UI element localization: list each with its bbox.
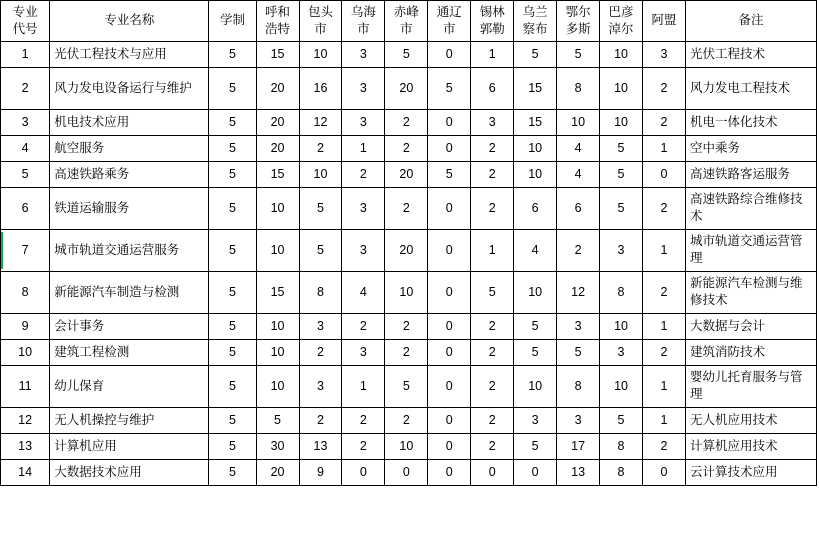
cell-hohhot: 10 (256, 339, 299, 365)
cell-eerduosi: 8 (557, 365, 600, 407)
header-cell-wuhai: 乌海 市 (342, 1, 385, 42)
cell-chifeng: 10 (385, 433, 428, 459)
cell-tongliao: 0 (428, 365, 471, 407)
table-row (1, 135, 817, 161)
cell-major-code: 3 (1, 109, 50, 135)
cell-remarks: 计算机应用技术 (685, 433, 816, 459)
cell-chifeng: 20 (385, 67, 428, 109)
cell-chifeng: 0 (385, 459, 428, 485)
cell-bayannaoer: 10 (600, 67, 643, 109)
cell-eerduosi: 10 (557, 109, 600, 135)
cell-bayannaoer: 8 (600, 271, 643, 313)
cell-remarks: 光伏工程技术 (685, 41, 816, 67)
cell-wuhai: 2 (342, 313, 385, 339)
cell-major-name: 机电技术应用 (50, 109, 209, 135)
cell-program-length: 5 (209, 41, 256, 67)
header-cell-bayannaoer: 巴彦 淖尔 (600, 1, 643, 42)
cell-chifeng: 2 (385, 313, 428, 339)
cell-wuhai: 3 (342, 109, 385, 135)
header-cell-remarks: 备注 (685, 1, 816, 42)
cell-chifeng: 2 (385, 135, 428, 161)
cell-alashan: 2 (643, 339, 686, 365)
cell-tongliao: 5 (428, 161, 471, 187)
cell-eerduosi: 8 (557, 67, 600, 109)
header-cell-hohhot: 呼和 浩特 (256, 1, 299, 42)
cell-major-code: 1 (1, 41, 50, 67)
table-row (1, 271, 817, 313)
cell-major-code: 8 (1, 271, 50, 313)
cell-remarks: 风力发电工程技术 (685, 67, 816, 109)
cell-hohhot: 20 (256, 67, 299, 109)
cell-alashan: 2 (643, 109, 686, 135)
cell-xilinguole: 2 (471, 187, 514, 229)
cell-bayannaoer: 8 (600, 459, 643, 485)
cell-program-length: 5 (209, 161, 256, 187)
cell-wuhai: 3 (342, 187, 385, 229)
cell-hohhot: 5 (256, 407, 299, 433)
cell-alashan: 1 (643, 135, 686, 161)
header-cell-major-name: 专业名称 (50, 1, 209, 42)
cell-major-name: 无人机操控与维护 (50, 407, 209, 433)
cell-chifeng: 20 (385, 161, 428, 187)
cell-program-length: 5 (209, 135, 256, 161)
cell-remarks: 婴幼儿托育服务与管理 (685, 365, 816, 407)
cell-xilinguole: 2 (471, 313, 514, 339)
cell-baotou: 2 (299, 135, 342, 161)
cell-tongliao: 5 (428, 67, 471, 109)
table-row (1, 407, 817, 433)
cell-hohhot: 15 (256, 41, 299, 67)
cell-major-code: 4 (1, 135, 50, 161)
cell-program-length: 5 (209, 313, 256, 339)
cell-xilinguole: 1 (471, 41, 514, 67)
cell-wulanchabu: 3 (514, 407, 557, 433)
cell-wuhai: 3 (342, 339, 385, 365)
cell-hohhot: 20 (256, 135, 299, 161)
cell-xilinguole: 2 (471, 365, 514, 407)
cell-eerduosi: 4 (557, 135, 600, 161)
cell-xilinguole: 2 (471, 161, 514, 187)
header-cell-tongliao: 通辽 市 (428, 1, 471, 42)
cell-baotou: 10 (299, 161, 342, 187)
cell-chifeng: 20 (385, 229, 428, 271)
cell-tongliao: 0 (428, 313, 471, 339)
cell-eerduosi: 13 (557, 459, 600, 485)
cell-major-code: 13 (1, 433, 50, 459)
cell-program-length: 5 (209, 339, 256, 365)
cell-eerduosi: 5 (557, 339, 600, 365)
cell-eerduosi: 17 (557, 433, 600, 459)
cell-bayannaoer: 5 (600, 161, 643, 187)
cell-tongliao: 0 (428, 41, 471, 67)
cell-remarks: 机电一体化技术 (685, 109, 816, 135)
cell-program-length: 5 (209, 187, 256, 229)
cell-eerduosi: 12 (557, 271, 600, 313)
cell-program-length: 5 (209, 109, 256, 135)
cell-tongliao: 0 (428, 407, 471, 433)
cell-hohhot: 10 (256, 187, 299, 229)
cell-tongliao: 0 (428, 229, 471, 271)
cell-major-code: 14 (1, 459, 50, 485)
cell-xilinguole: 2 (471, 433, 514, 459)
cell-chifeng: 5 (385, 41, 428, 67)
cell-hohhot: 15 (256, 271, 299, 313)
table-row (1, 339, 817, 365)
cell-bayannaoer: 10 (600, 365, 643, 407)
cell-major-code: 10 (1, 339, 50, 365)
cell-hohhot: 15 (256, 161, 299, 187)
cell-wulanchabu: 5 (514, 41, 557, 67)
header-cell-wulanchabu: 乌兰 察布 (514, 1, 557, 42)
cell-eerduosi: 2 (557, 229, 600, 271)
cell-baotou: 13 (299, 433, 342, 459)
cell-remarks: 高速铁路客运服务 (685, 161, 816, 187)
cell-remarks: 云计算技术应用 (685, 459, 816, 485)
cell-chifeng: 2 (385, 339, 428, 365)
cell-tongliao: 0 (428, 187, 471, 229)
table-row (1, 67, 817, 109)
cell-eerduosi: 3 (557, 313, 600, 339)
cell-hohhot: 30 (256, 433, 299, 459)
cell-wuhai: 1 (342, 135, 385, 161)
cell-program-length: 5 (209, 459, 256, 485)
cell-wulanchabu: 4 (514, 229, 557, 271)
cell-chifeng: 2 (385, 407, 428, 433)
cell-xilinguole: 2 (471, 407, 514, 433)
cell-major-code: 5 (1, 161, 50, 187)
cell-hohhot: 10 (256, 229, 299, 271)
cell-xilinguole: 1 (471, 229, 514, 271)
cell-wulanchabu: 5 (514, 433, 557, 459)
cell-major-name: 风力发电设备运行与维护 (50, 67, 209, 109)
cell-xilinguole: 2 (471, 135, 514, 161)
cell-chifeng: 2 (385, 109, 428, 135)
header-cell-alashan: 阿盟 (643, 1, 686, 42)
cell-baotou: 3 (299, 365, 342, 407)
cell-program-length: 5 (209, 407, 256, 433)
cell-alashan: 1 (643, 407, 686, 433)
cell-baotou: 3 (299, 313, 342, 339)
cell-tongliao: 0 (428, 109, 471, 135)
cell-wulanchabu: 10 (514, 365, 557, 407)
cell-wuhai: 4 (342, 271, 385, 313)
cell-eerduosi: 6 (557, 187, 600, 229)
header-cell-program-length: 学制 (209, 1, 256, 42)
cell-remarks: 城市轨道交通运营管理 (685, 229, 816, 271)
header-cell-chifeng: 赤峰 市 (385, 1, 428, 42)
cell-major-code: 2 (1, 67, 50, 109)
cell-wulanchabu: 10 (514, 271, 557, 313)
cell-baotou: 8 (299, 271, 342, 313)
table-header (1, 1, 817, 42)
header-cell-xilinguole: 锡林 郭勒 (471, 1, 514, 42)
cell-major-name: 建筑工程检测 (50, 339, 209, 365)
cell-bayannaoer: 10 (600, 313, 643, 339)
cell-eerduosi: 5 (557, 41, 600, 67)
cell-wuhai: 2 (342, 161, 385, 187)
cell-baotou: 9 (299, 459, 342, 485)
cell-baotou: 5 (299, 229, 342, 271)
cell-baotou: 10 (299, 41, 342, 67)
cell-wulanchabu: 5 (514, 313, 557, 339)
cell-baotou: 2 (299, 407, 342, 433)
table-row (1, 365, 817, 407)
cell-alashan: 0 (643, 459, 686, 485)
table-row (1, 161, 817, 187)
cell-major-code: 6 (1, 187, 50, 229)
cell-remarks: 空中乘务 (685, 135, 816, 161)
cell-xilinguole: 0 (471, 459, 514, 485)
cell-wuhai: 1 (342, 365, 385, 407)
cell-major-name: 幼儿保育 (50, 365, 209, 407)
cell-xilinguole: 3 (471, 109, 514, 135)
table-row (1, 41, 817, 67)
cell-remarks: 新能源汽车检测与维修技术 (685, 271, 816, 313)
cell-xilinguole: 2 (471, 339, 514, 365)
cell-major-code: 7 (1, 229, 50, 271)
cell-chifeng: 2 (385, 187, 428, 229)
cell-alashan: 1 (643, 229, 686, 271)
cell-alashan: 2 (643, 433, 686, 459)
cell-major-name: 铁道运输服务 (50, 187, 209, 229)
header-cell-eerduosi: 鄂尔 多斯 (557, 1, 600, 42)
table-body (1, 41, 817, 485)
table-row (1, 229, 817, 271)
cell-alashan: 0 (643, 161, 686, 187)
cell-hohhot: 20 (256, 459, 299, 485)
cell-alashan: 2 (643, 67, 686, 109)
cell-baotou: 16 (299, 67, 342, 109)
cell-remarks: 建筑消防技术 (685, 339, 816, 365)
cell-major-code: 9 (1, 313, 50, 339)
cell-alashan: 1 (643, 313, 686, 339)
cell-alashan: 3 (643, 41, 686, 67)
cell-eerduosi: 3 (557, 407, 600, 433)
table-row (1, 187, 817, 229)
cell-program-length: 5 (209, 229, 256, 271)
cell-major-code: 12 (1, 407, 50, 433)
cell-hohhot: 10 (256, 313, 299, 339)
cell-wulanchabu: 15 (514, 109, 557, 135)
cell-baotou: 2 (299, 339, 342, 365)
cell-wulanchabu: 5 (514, 339, 557, 365)
cell-bayannaoer: 10 (600, 41, 643, 67)
cell-wulanchabu: 15 (514, 67, 557, 109)
cell-bayannaoer: 3 (600, 229, 643, 271)
table-row (1, 459, 817, 485)
cell-major-name: 会计事务 (50, 313, 209, 339)
cell-hohhot: 20 (256, 109, 299, 135)
cell-wulanchabu: 10 (514, 135, 557, 161)
cell-wuhai: 2 (342, 407, 385, 433)
cell-xilinguole: 5 (471, 271, 514, 313)
cell-tongliao: 0 (428, 271, 471, 313)
header-cell-major-code: 专业 代号 (1, 1, 50, 42)
cell-chifeng: 10 (385, 271, 428, 313)
cell-major-code: 11 (1, 365, 50, 407)
cell-wuhai: 0 (342, 459, 385, 485)
cell-xilinguole: 6 (471, 67, 514, 109)
cell-baotou: 12 (299, 109, 342, 135)
cell-bayannaoer: 5 (600, 135, 643, 161)
cell-eerduosi: 4 (557, 161, 600, 187)
cell-alashan: 2 (643, 187, 686, 229)
cell-major-name: 新能源汽车制造与检测 (50, 271, 209, 313)
cell-major-name: 城市轨道交通运营服务 (50, 229, 209, 271)
cell-wuhai: 2 (342, 433, 385, 459)
cell-wuhai: 3 (342, 67, 385, 109)
cell-bayannaoer: 10 (600, 109, 643, 135)
cell-remarks: 无人机应用技术 (685, 407, 816, 433)
cell-wulanchabu: 6 (514, 187, 557, 229)
cell-tongliao: 0 (428, 459, 471, 485)
cell-program-length: 5 (209, 365, 256, 407)
cell-alashan: 1 (643, 365, 686, 407)
cell-program-length: 5 (209, 433, 256, 459)
cell-bayannaoer: 5 (600, 187, 643, 229)
table-header-row (1, 1, 817, 42)
cell-chifeng: 5 (385, 365, 428, 407)
cell-wuhai: 3 (342, 41, 385, 67)
cell-tongliao: 0 (428, 135, 471, 161)
cell-bayannaoer: 3 (600, 339, 643, 365)
cell-remarks: 高速铁路综合维修技术 (685, 187, 816, 229)
cell-tongliao: 0 (428, 339, 471, 365)
cell-bayannaoer: 8 (600, 433, 643, 459)
cell-alashan: 2 (643, 271, 686, 313)
cell-major-name: 高速铁路乘务 (50, 161, 209, 187)
cell-bayannaoer: 5 (600, 407, 643, 433)
cell-program-length: 5 (209, 67, 256, 109)
table-row (1, 433, 817, 459)
cell-major-name: 航空服务 (50, 135, 209, 161)
cell-wulanchabu: 0 (514, 459, 557, 485)
table-row (1, 313, 817, 339)
cell-major-name: 光伏工程技术与应用 (50, 41, 209, 67)
cell-baotou: 5 (299, 187, 342, 229)
cell-wulanchabu: 10 (514, 161, 557, 187)
table-row (1, 109, 817, 135)
cell-wuhai: 3 (342, 229, 385, 271)
header-cell-baotou: 包头 市 (299, 1, 342, 42)
cell-hohhot: 10 (256, 365, 299, 407)
cell-major-name: 计算机应用 (50, 433, 209, 459)
cell-program-length: 5 (209, 271, 256, 313)
cell-remarks: 大数据与会计 (685, 313, 816, 339)
cell-tongliao: 0 (428, 433, 471, 459)
cell-major-name: 大数据技术应用 (50, 459, 209, 485)
